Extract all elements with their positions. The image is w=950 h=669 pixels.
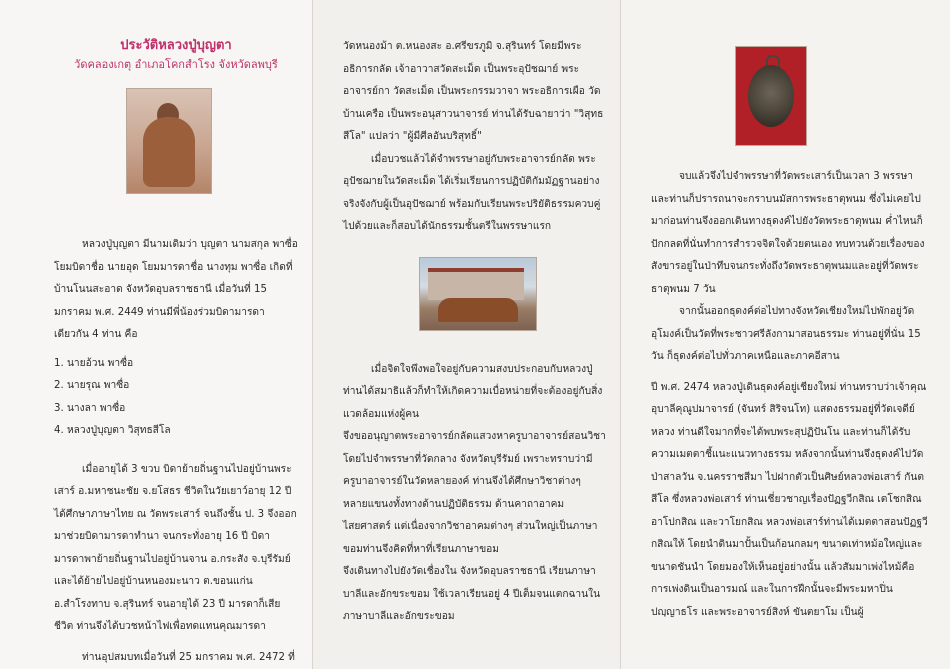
sibling-item: 1. นายอ้วน พาซื่อ: [54, 357, 134, 369]
temple-group-photo: [419, 257, 537, 331]
document-title: ประวัติหลวงปู่บุญตา: [120, 38, 232, 53]
paragraph-biography-intro: หลวงปู่บุญตา มีนามเดิมว่า บุญตา นามสกุล พาซื่อ โยมบิดาชื่อ นายอุด โยมมารดาชื่อ นางทุม พาซื่อ เกิดที่บ้านโนนสะอาด จังหวัดอุบลราชธานี เมื่อวันที่ 15 มกราคม พ.ศ. 2449 ท่านมีพี่น้องร่วมบิดามารดาเดียวกัน 4 ท่าน คือ: [54, 239, 298, 340]
column-left: [0, 0, 312, 669]
monk-portrait-photo: [126, 88, 212, 194]
amulet-medal-shape: [748, 65, 794, 127]
paragraph-pilgrimage-phanom: จบแล้วจึงไปจำพรรษาที่วัดพระเสาร์เป็นเวลา 3 พรรษาและท่านก็ปรารถนาจะกราบนมัสการพระธาตุพนม ซึ่งไม่เคยไปมาก่อนท่านจึงออกเดินทางธุดงค์ไปยังวัดพระธาตุพนม ค่ำไหนก็ปักกลดที่นั่นทำการสำรวจจิตใจด้วยตนเอง ทบทวนด้วยเรื่องของสังขารอยู่ในป่าทึบจนกระทั่งถึงวัดพระธาตุพนมและอยู่ที่วัดพระธาตุพนม 7 วัน: [651, 171, 925, 295]
paragraph-studies-ubon: จึงเดินทางไปยังวัดเชื่องใน จังหวัดอุบลราชธานี เรียนภาษาบาลีและอักขระขอม ใช้เวลาเรียนอยู่ 4 ปีเต็มจนแตกฉานในภาษาบาลีและอักขระขอม: [343, 566, 601, 622]
siblings-list: [54, 353, 298, 443]
amulet-photo: [735, 46, 807, 146]
document-subtitle: วัดคลองเกตุ อำเภอโคกสำโรง จังหวัดลพบุรี: [74, 58, 278, 71]
paragraph-chiangmai: จากนั้นออกธุดงค์ต่อไปทางจังหวัดเชียงใหม่ไปพักอยู่วัดอุโมงค์เป็นวัดที่พระชาวศรีลังกามาสอนธรรมะ ท่านอยู่ที่นั่น 15 วัน ก็ธุดงค์ต่อไปทั่วภาคเหนือและภาคอีสาน: [651, 306, 921, 362]
temple-building-shape: [428, 268, 524, 300]
monks-group-shape: [438, 298, 518, 322]
column-middle: [312, 0, 621, 669]
paragraph-year-2474: ปี พ.ศ. 2474 หลวงปู่เดินธุดงค์อยู่เชียงใหม่ ท่านทราบว่าเจ้าคุณอุบาลีคุณูปมาจารย์ (จันทร์ สิริจนโท) แสดงธรรมอยู่ที่วัดเจดีย์หลวง ท่านดีใจมากที่จะได้พบพระสุปฏิปันโน และท่านก็ได้รับความเมตตาชี้แนะแนวทางธรรม หลังจากนั้นท่านจึงธุดงค์ไปวัดป่าสาลวัน จ.นครราชสีมา ไปฝากตัวเป็นศิษย์หลวงพ่อเสาร์ กันตสีโล ซึ่งหลวงพ่อเสาร์ ท่านเชี่ยวชาญเรื่องปัฏฐวีกสิณ เตโชกสิณ อาโปกสิณ และวาโยกสิณ หลวงพ่อเสาร์ท่านได้เมตตาสอนปัฏฐวีกสิณให้ โดยนำดินมาปั้นเป็นก้อนกลมๆ ขนาดเท่าหม้อใหญ่และขนาดชันนำ โดยมองให้เห็นอยู่อย่างนั้น แล้วสัมมาเพ่งไหม้คือ การเพ่งดินเป็นอารมณ์ และในการฝึกนั้นจะมีพระมหาปิ่น ปญฺญาธโร และพระอาจารย์สิงห์ ขันตยาโม เป็นผู้: [651, 381, 928, 618]
paragraph-childhood: เมื่ออายุได้ 3 ขวบ บิดาย้ายถิ่นฐานไปอยู่บ้านพระเสาร์ อ.มหาชนะชัย จ.ยโสธร ชีวิตในวัยเยาว์อายุ 12 ปี ได้ศึกษาภาษาไทย ณ วัดพระเสาร์ จนถึงชั้น ป. 3 จึงออกมาช่วยบิดามารดาทำนา จนกระทั่งอายุ 16 ปี บิดามารดาพาย้ายถิ่นฐานไปอยู่บ้านจาน อ.กระสัง จ.บุรีรัมย์ และได้ย้ายไปอยู่บ้านหนองมะนาว ต.ขอนแก่น อ.สำโรงทาบ จ.สุรินทร์ จนอายุได้ 23 ปี มารดาก็เสียชีวิต ท่านจึงได้บวชหน้าไฟเพื่อทดแทนคุณมารดา: [54, 463, 297, 632]
paragraph-ordination-start: ท่านอุปสมบทเมื่อวันที่ 25 มกราคม พ.ศ. 2472 ที่: [82, 651, 295, 663]
paragraph-early-practice: เมื่อบวชแล้วได้จำพรรษาอยู่กับพระอาจารย์กลัด พระอุปัชฌายในวัดสะเม็ด ได้เริ่มเรียนการปฏิบัติกัมมัฏฐานอย่างจริงจังกับผู้เป็นอุปัชฌาย์ พร้อมกับเรียนพระปริยัติธรรมควบคู่ไปด้วยและก็สอบได้นักธรรมชั้นตรีในพรรษาแรก: [343, 153, 601, 232]
paragraph-ordination: วัดหนองม้า ต.หนองสะ อ.ศรีขรภูมิ จ.สุรินทร์ โดยมีพระอธิการกลัด เจ้าอาวาสวัดสะเม็ด เป็นพระอุปัชฌาย์ พระอาจารย์กา วัดสะเม็ด เป็นพระกรรมวาจา พระอธิการเผือ วัดบ้านเครือ เป็นพระอนุสาวนาจารย์ ท่านได้รับฉายาว่า "วิสุทธสีโล" แปลว่า "ผู้มีศีลอันบริสุทธิ์": [343, 41, 604, 142]
monk-body-shape: [143, 117, 195, 187]
paragraph-studies-buriram: จึงขออนุญาตพระอาจารย์กลัดแสวงหาครูบาอาจารย์สอนวิชาโดยไปจำพรรษาที่วัดกลาง จังหวัดบุรีรัมย์ เพราะทราบว่ามีครูบาอาจารย์ในวัดหลายองค์ ท่านจึงได้ศึกษาวิชาต่างๆ หลายแขนงทั้งทางด้านปฏิบัติธรรม ด้านคาถาอาคม ไสยศาสตร์ แต่เนื่องจากวิชาอาคมต่างๆ ส่วนใหญ่เป็นภาษาขอมท่านจึงคิดที่หาที่เรียนภาษาขอม: [343, 431, 606, 555]
column-right: [621, 0, 950, 669]
sibling-item: 4. หลวงปู่บุญตา วิสุทธสีโล: [54, 425, 171, 436]
paragraph-seeking-solitude: เมื่อจิตใจพึงพอใจอยู่กับความสงบประกอบกับหลวงปู่ท่านได้สมาธิแล้วก็ทำให้เกิดความเบื่อหน่ายที่จะต้องอยู่กับสิ่งแวดล้อมแห่งผู้คน: [343, 363, 603, 420]
sibling-item: 2. นายรุณ พาซื่อ: [54, 380, 130, 391]
sibling-item: 3. นางลา พาซื่อ: [54, 402, 126, 414]
